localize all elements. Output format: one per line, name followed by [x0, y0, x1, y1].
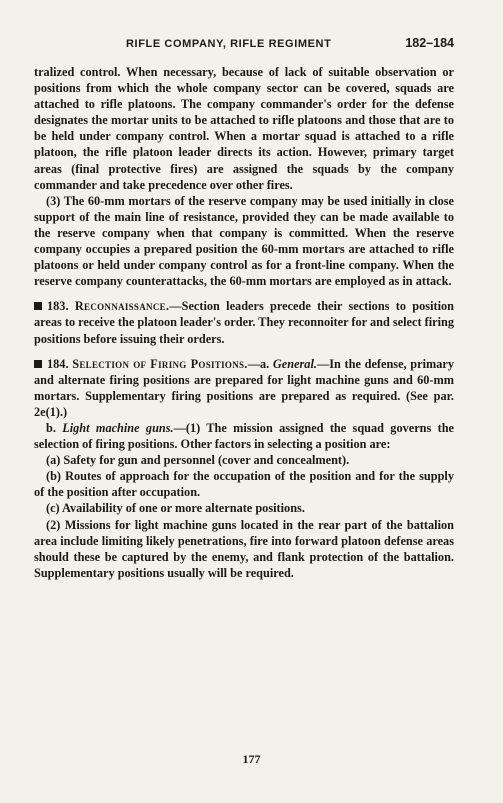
- running-head-pages: 182–184: [405, 36, 454, 50]
- subsection-b: [34, 420, 454, 452]
- section-183: [34, 298, 454, 346]
- paragraph-3: (3) The 60-mm mortars of the reserve company may be used initially in close support of the main line of resistance, provided they can be made available to the reserve company when that company is committed. When the reserve company occupies a prepared position the 60-mm mortars are attached to rifle platoons or held under company control as for a front-line company. When the reserve company counterattacks, the 60-mm mortars are employed as in attack.: [34, 193, 454, 289]
- subsection-b-text: —(1) The mission assigned the squad governs the selection of firing positions. Other factors in selecting a position are:: [34, 420, 454, 452]
- section-183-title: Reconnaissance.: [74, 299, 170, 314]
- section-184-sub-a: —a.: [247, 356, 273, 371]
- paragraph-continued: tralized control. When necessary, because of lack of suitable observation or positions from which the whole company sector can be covered, squads are attached to rifle platoons. The company commander's order for the defense designates the mortar units to be attached to rifle platoons and those that are to be held under company control. When a mortar squad is attached to a rifle platoon, the rifle platoon leader directs its action. However, primary target areas (final protective fires) are assigned the squads by the company commander and take precedence over other fires.: [34, 65, 454, 192]
- paragraph-2: (2) Missions for light machine guns located in the rear part of the battalion area include limiting likely penetrations, fire into forward platoon defense areas should these be captured by the enemy, and flank protection of the battalion. Supplementary positions usually will be required.: [34, 517, 454, 580]
- section-184: [34, 356, 454, 420]
- section-183-number: 183.: [47, 299, 69, 314]
- section-184-sub-a-title: General.: [272, 356, 317, 371]
- section-184-text: —In the defense, primary and alternate firing positions are prepared for light machine guns and 60-mm mortars. Supplementary firing positions are prepared as required. (See par. 2e(1).): [34, 356, 454, 419]
- list-item-c: (c) Availability of one or more alternate positions.: [46, 501, 305, 516]
- list-item-a: (a) Safety for gun and personnel (cover and concealment).: [46, 453, 350, 468]
- subsection-b-title: Light machine guns.: [62, 420, 174, 435]
- section-183-text: —Section leaders precede their sections to position areas to receive the platoon leader's order. They reconnoiter for and select firing positions before issuing their orders.: [34, 299, 454, 346]
- page: [34, 36, 454, 581]
- running-head-title: RIFLE COMPANY, RIFLE REGIMENT: [126, 38, 332, 50]
- section-bullet-icon: [34, 360, 42, 368]
- running-head: [34, 36, 454, 50]
- list-item-b: (b) Routes of approach for the occupation of the position and for the supply of the position after occupation.: [34, 469, 454, 500]
- section-184-title: Selection of Firing Positions.: [72, 356, 248, 371]
- section-bullet-icon: [34, 302, 42, 310]
- section-184-number: 184.: [47, 356, 69, 371]
- subsection-b-label: b.: [46, 420, 63, 435]
- page-number: 177: [242, 752, 261, 766]
